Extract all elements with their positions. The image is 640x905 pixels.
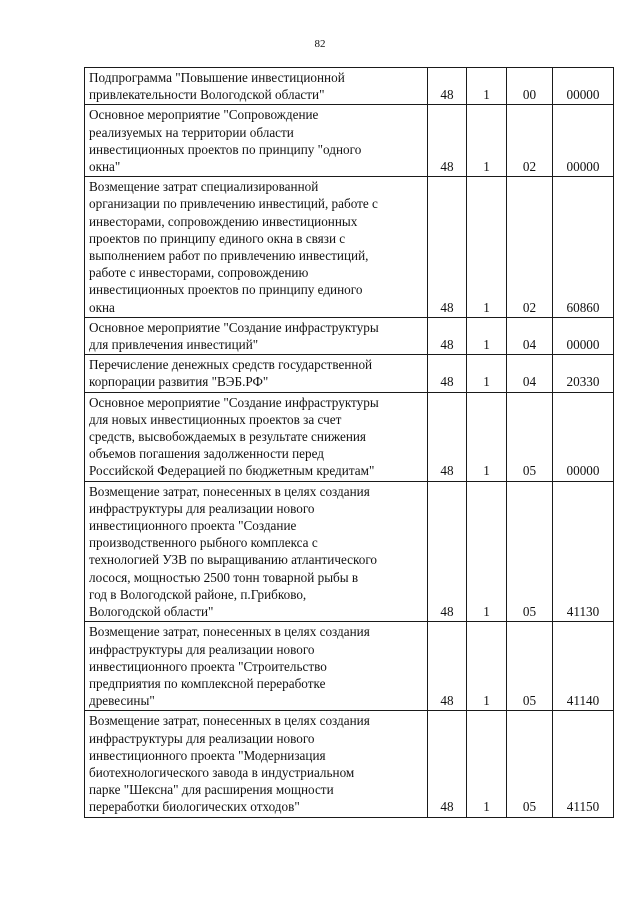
- row-name: Возмещение затрат, понесенных в целях создания инфраструктуры для реализации нового инвестиционного проекта "Создание производственного рыбного комплекса с технологией УЗВ по выращиванию атлантического лосося, мощностью 2500 тонн товарной рыбы в год в Вологодской районе, п.Грибково, Вологодской области": [89, 483, 378, 620]
- table-row: [85, 317, 614, 354]
- main-activity-code-cell: 04: [507, 317, 553, 354]
- row-name: Возмещение затрат, понесенных в целях создания инфраструктуры для реализации нового инвестиционного проекта "Модернизация биотехнологического завода в индустриальном парке "Шексна" для расширения мощности переработки биологических отходов": [89, 713, 370, 815]
- direction-code-cell: 00000: [553, 68, 614, 105]
- subprogram-code-cell: 1: [467, 177, 507, 318]
- direction-code-cell: 41150: [553, 711, 614, 817]
- table-row: [85, 105, 614, 177]
- direction-code-cell: 60860: [553, 177, 614, 318]
- program-code-cell: 48: [428, 711, 467, 817]
- table-row: [85, 392, 614, 481]
- row-name: Основное мероприятие "Создание инфраструктуры для новых инвестиционных проектов за счет средств, высвобождаемых в результате снижения объемов погашения задолженности перед Российской Федерацией по бюджетным кредитам": [89, 394, 379, 479]
- page-number: 82: [314, 38, 326, 50]
- row-name-cell: [85, 105, 428, 177]
- row-name-cell: [85, 622, 428, 711]
- table-row: [85, 622, 614, 711]
- row-name: Основное мероприятие "Создание инфраструктуры для привлечения инвестиций": [89, 319, 379, 353]
- main-activity-code-cell: 04: [507, 355, 553, 392]
- row-name-cell: [85, 711, 428, 817]
- table-row: [85, 355, 614, 392]
- main-activity-code-cell: 05: [507, 481, 553, 622]
- direction-code-cell: 41140: [553, 622, 614, 711]
- program-code-cell: 48: [428, 481, 467, 622]
- program-code-cell: 48: [428, 622, 467, 711]
- program-code-cell: 48: [428, 177, 467, 318]
- row-name-cell: [85, 177, 428, 318]
- main-activity-code-cell: 02: [507, 105, 553, 177]
- program-code-cell: 48: [428, 355, 467, 392]
- subprogram-code-cell: 1: [467, 317, 507, 354]
- direction-code-cell: 00000: [553, 105, 614, 177]
- row-name-cell: [85, 392, 428, 481]
- row-name: Подпрограмма "Повышение инвестиционной привлекательности Вологодской области": [89, 70, 345, 103]
- row-name: Возмещение затрат, понесенных в целях создания инфраструктуры для реализации нового инвестиционного проекта "Строительство предприятия по комплексной переработке древесины": [89, 624, 370, 709]
- main-activity-code-cell: 02: [507, 177, 553, 318]
- row-name: Перечисление денежных средств государственной корпорации развития "ВЭБ.РФ": [89, 357, 373, 390]
- table-row: [85, 711, 614, 817]
- subprogram-code-cell: 1: [467, 481, 507, 622]
- program-code-cell: 48: [428, 105, 467, 177]
- program-code-cell: 48: [428, 317, 467, 354]
- row-name-cell: [85, 355, 428, 392]
- row-name: Возмещение затрат специализированной организации по привлечению инвестиций, работе с инвесторами, сопровождению инвестиционных проектов по принципу единого окна в связи с выполнением работ по привлечению инвестиций, работе с инвесторами, сопровождению инвестиционных проектов по принципу единого окна: [89, 179, 378, 315]
- subprogram-code-cell: 1: [467, 392, 507, 481]
- direction-code-cell: 20330: [553, 355, 614, 392]
- program-code-cell: 48: [428, 68, 467, 105]
- budget-classification-table: [84, 67, 614, 818]
- direction-code-cell: 00000: [553, 317, 614, 354]
- subprogram-code-cell: 1: [467, 711, 507, 817]
- main-activity-code-cell: 05: [507, 711, 553, 817]
- subprogram-code-cell: 1: [467, 355, 507, 392]
- table-body: [85, 68, 614, 818]
- program-code-cell: 48: [428, 392, 467, 481]
- subprogram-code-cell: 1: [467, 622, 507, 711]
- subprogram-code-cell: 1: [467, 105, 507, 177]
- main-activity-code-cell: 00: [507, 68, 553, 105]
- row-name-cell: [85, 481, 428, 622]
- main-activity-code-cell: 05: [507, 392, 553, 481]
- row-name-cell: [85, 68, 428, 105]
- direction-code-cell: 00000: [553, 392, 614, 481]
- table-row: [85, 177, 614, 318]
- main-activity-code-cell: 05: [507, 622, 553, 711]
- direction-code-cell: 41130: [553, 481, 614, 622]
- table-row: [85, 481, 614, 622]
- subprogram-code-cell: 1: [467, 68, 507, 105]
- row-name: Основное мероприятие "Сопровождение реализуемых на территории области инвестиционных проектов по принципу "одного окна": [89, 107, 362, 175]
- table-row: [85, 68, 614, 105]
- row-name-cell: [85, 317, 428, 354]
